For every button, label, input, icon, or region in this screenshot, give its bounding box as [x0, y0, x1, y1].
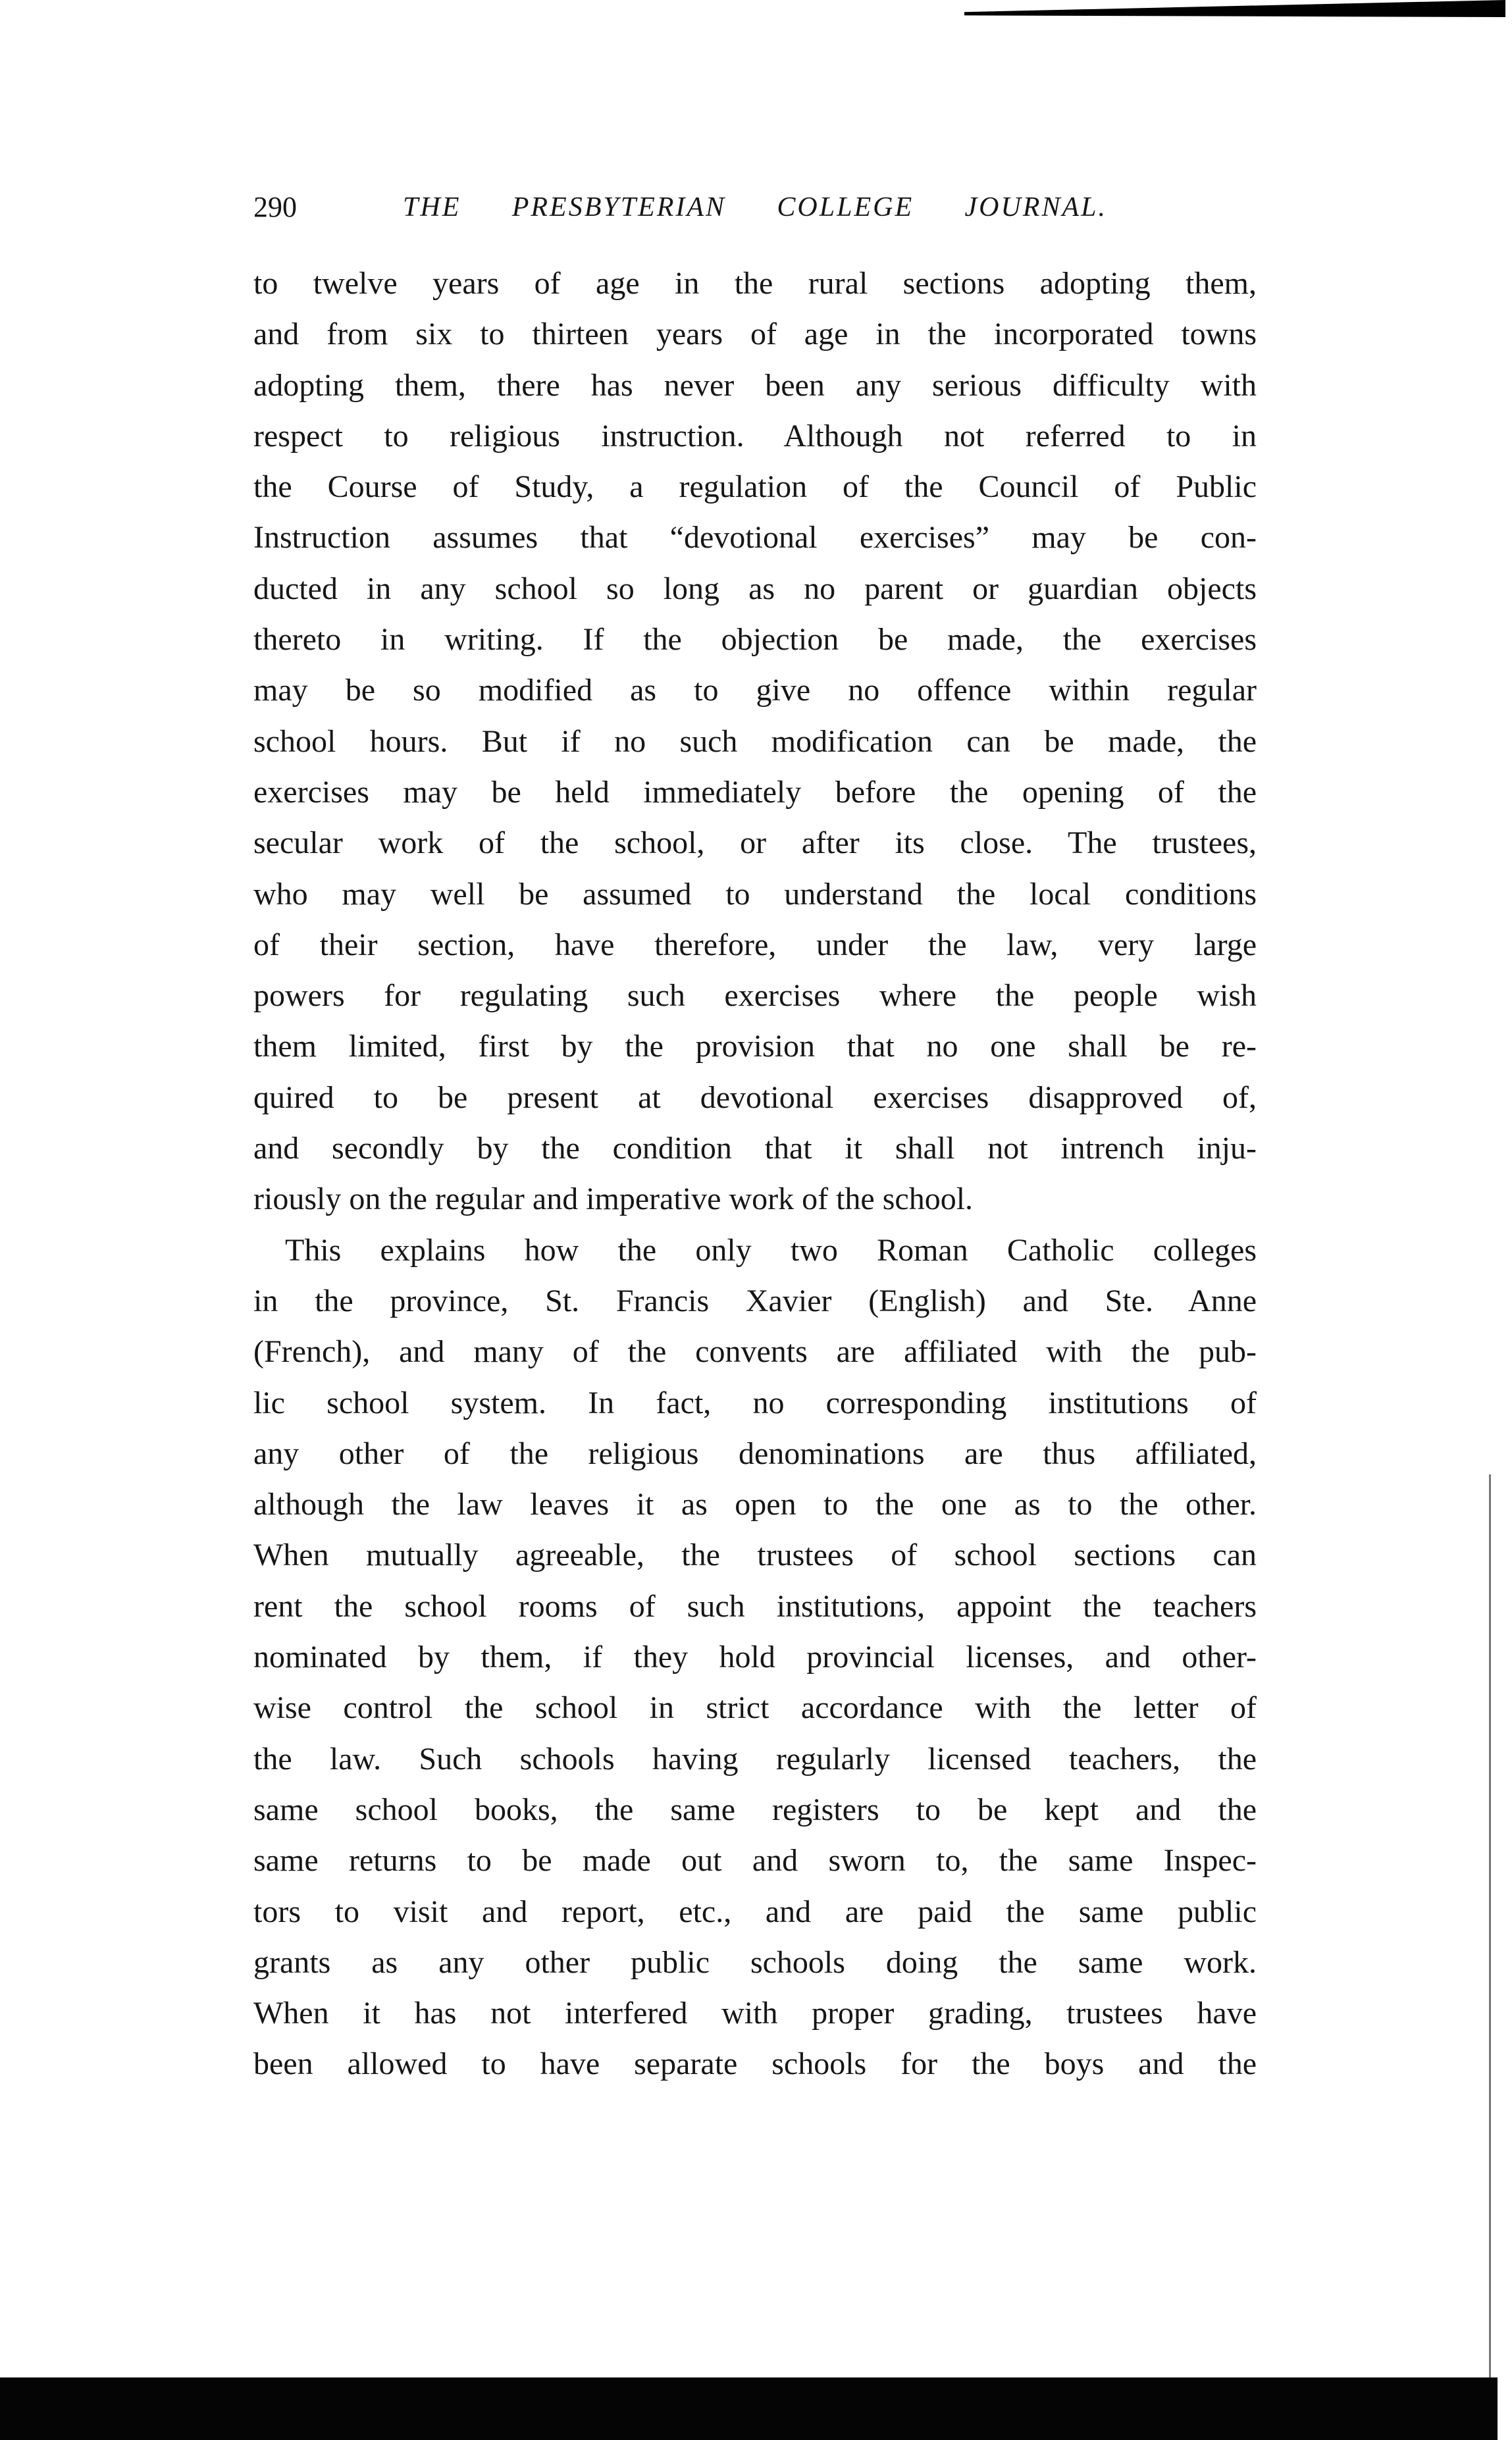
text-line: same school books, the same registers to be kept and the: [253, 1792, 1257, 1827]
text-line: respect to religious instruction. Although not referred to in: [253, 418, 1257, 454]
text-line: same returns to be made out and sworn to, the same Inspec-: [253, 1843, 1257, 1879]
text-line: any other of the religious denominations are thus affiliated,: [253, 1436, 1257, 1471]
text-line: been allowed to have separate schools for the boys and the: [253, 2046, 1257, 2082]
text-line: rent the school rooms of such institutions, appoint the teachers: [253, 1588, 1257, 1624]
text-line: (French), and many of the convents are affiliated with the pub-: [253, 1334, 1257, 1370]
text-line: in the province, St. Francis Xavier (English) and Ste. Anne: [253, 1283, 1257, 1318]
text-line: may be so modified as to give no offence within regular: [253, 673, 1257, 708]
page-number: 290: [253, 191, 297, 223]
text-line: This explains how the only two Roman Catholic colleges: [285, 1232, 1257, 1268]
text-line: Instruction assumes that “devotional exercises” may be con-: [253, 520, 1257, 556]
text-line: ducted in any school so long as no parent or guardian objects: [253, 571, 1257, 606]
text-line: thereto in writing. If the objection be made, the exercises: [253, 622, 1257, 658]
text-line: exercises may be held immediately before the opening of the: [253, 774, 1257, 810]
text-line: to twelve years of age in the rural sections adopting them,: [253, 266, 1257, 301]
text-line: tors to visit and report, etc., and are paid the same public: [253, 1894, 1257, 1929]
text-line: school hours. But if no such modification can be made, the: [253, 723, 1257, 759]
text-line: the Course of Study, a regulation of the Council of Public: [253, 469, 1257, 505]
body-text: [253, 258, 1257, 2090]
scan-edge-top: [964, 0, 1505, 17]
text-line: them limited, first by the provision that no one shall be re-: [253, 1029, 1257, 1064]
text-line: the law. Such schools having regularly licensed teachers, the: [253, 1741, 1257, 1777]
text-line: When it has not interfered with proper grading, trustees have: [253, 1996, 1257, 2031]
text-line: of their section, have therefore, under the law, very large: [253, 927, 1257, 962]
text-line: and secondly by the condition that it shall not intrench inju-: [253, 1131, 1257, 1166]
text-line: who may well be assumed to understand the local conditions: [253, 876, 1257, 912]
running-title: THE PRESBYTERIAN COLLEGE JOURNAL.: [403, 192, 1107, 222]
text-line: grants as any other public schools doing the same work.: [253, 1944, 1257, 1980]
text-line: and from six to thirteen years of age in the incorporated towns: [253, 317, 1257, 352]
scan-edge-bottom: [0, 2377, 1498, 2440]
text-line: wise control the school in strict accordance with the letter of: [253, 1690, 1257, 1726]
text-line: secular work of the school, or after its close. The trustees,: [253, 825, 1257, 861]
text-line: although the law leaves it as open to the one as to the other.: [253, 1487, 1257, 1522]
text-line: nominated by them, if they hold provincial licenses, and other-: [253, 1640, 1257, 1675]
scan-edge-right: [1489, 1474, 1491, 2383]
text-line: adopting them, there has never been any serious difficulty with: [253, 367, 1257, 403]
text-line: When mutually agreeable, the trustees of school sections can: [253, 1538, 1257, 1573]
text-line: quired to be present at devotional exercises disapproved of,: [253, 1079, 1257, 1115]
text-line: riously on the regular and imperative work of the school.: [253, 1181, 974, 1217]
text-line: lic school system. In fact, no corresponding institutions of: [253, 1385, 1257, 1420]
text-line: powers for regulating such exercises where the people wish: [253, 978, 1257, 1014]
